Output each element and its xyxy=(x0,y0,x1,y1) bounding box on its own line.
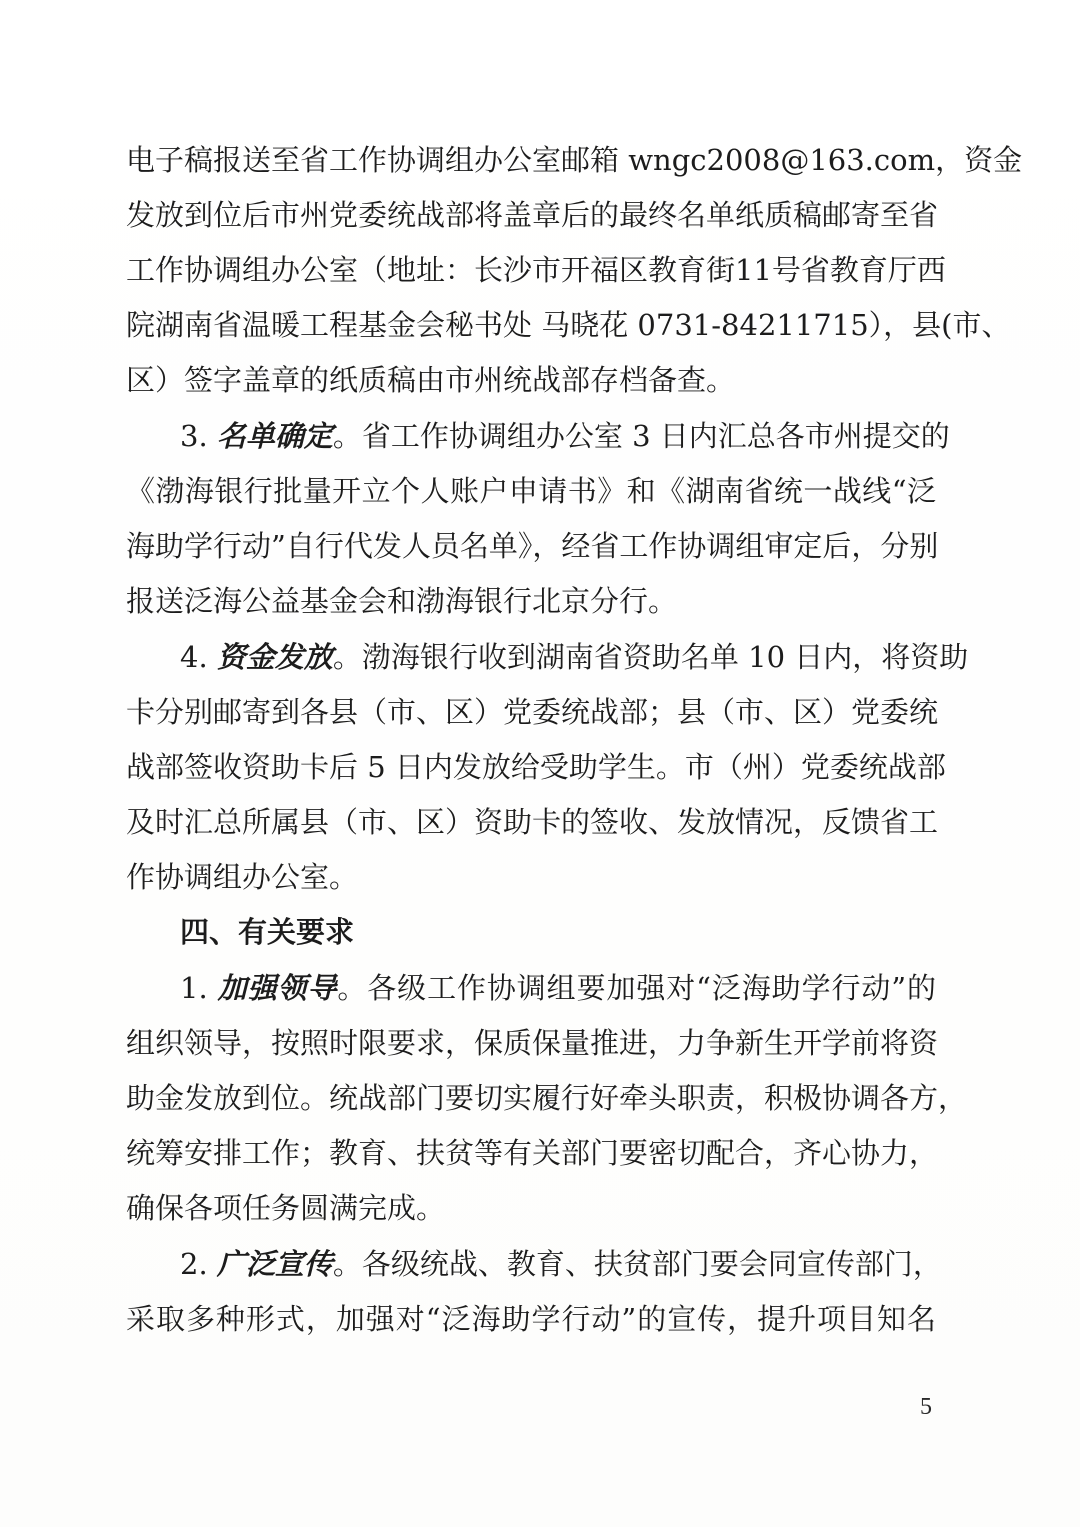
body-line: 电子稿报送至省工作协调组办公室邮箱 wngc2008@163.com，资金 xyxy=(126,143,1023,177)
requirement-1-line: 组织领导，按照时限要求，保质保量推进，力争新生开学前将资 xyxy=(126,1026,939,1060)
requirement-2-number: 2. xyxy=(180,1247,217,1281)
section-heading: 四、有关要求 xyxy=(180,915,355,949)
item-4-line: 及时汇总所属县（市、区）资助卡的签收、发放情况，反馈省工 xyxy=(126,805,939,839)
requirement-1-number: 1. xyxy=(180,971,218,1005)
body-line: 发放到位后市州党委统战部将盖章后的最终名单纸质稿邮寄至省 xyxy=(126,198,939,232)
item-4-number: 4. xyxy=(180,640,217,674)
item-3-line: 海助学行动”自行代发人员名单》，经省工作协调组审定后，分别 xyxy=(126,529,939,563)
requirement-2-line: 采取多种形式，加强对“泛海助学行动”的宣传，提升项目知名 xyxy=(126,1302,936,1336)
requirement-2-first-text: 。各级统战、教育、扶贫部门要会同宣传部门， xyxy=(332,1247,942,1281)
item-3-line: 报送泛海公益基金会和渤海银行北京分行。 xyxy=(126,584,678,618)
item-4-first-text: 。渤海银行收到湖南省资助名单 10 日内，将资助 xyxy=(332,640,969,674)
body-line: 区）签字盖章的纸质稿由市州统战部存档备查。 xyxy=(126,363,736,397)
item-3-line: 《渤海银行批量开立个人账户申请书》和《湖南省统一战线“泛 xyxy=(126,474,936,508)
item-3-first-line xyxy=(180,416,950,456)
item-4-first-line xyxy=(180,637,969,677)
item-3-first-text: 。省工作协调组办公室 3 日内汇总各市州提交的 xyxy=(332,419,950,453)
item-4-line: 战部签收资助卡后 5 日内发放给受助学生。市（州）党委统战部 xyxy=(126,750,946,784)
item-4-lead: 资金发放 xyxy=(216,640,333,674)
item-3-lead: 名单确定 xyxy=(216,419,333,453)
item-4-line: 卡分别邮寄到各县（市、区）党委统战部；县（市、区）党委统 xyxy=(126,695,939,729)
item-4-line: 作协调组办公室。 xyxy=(126,860,359,894)
page-number: 5 xyxy=(920,1394,932,1420)
requirement-1-line: 统筹安排工作；教育、扶贫等有关部门要密切配合，齐心协力， xyxy=(126,1136,939,1170)
requirement-1-first-line xyxy=(180,968,936,1008)
requirement-1-line: 确保各项任务圆满完成。 xyxy=(126,1191,446,1225)
body-line: 工作协调组办公室（地址：长沙市开福区教育街11号省教育厅西 xyxy=(126,253,946,287)
requirement-1-first-text: 。各级工作协调组要加强对“泛海助学行动”的 xyxy=(337,971,936,1005)
requirement-1-lead: 加强领导 xyxy=(217,971,338,1005)
requirement-1-line: 助金发放到位。统战部门要切实履行好牵头职责，积极协调各方， xyxy=(126,1081,968,1115)
item-3-number: 3. xyxy=(180,419,217,453)
requirement-2-lead: 广泛宣传 xyxy=(216,1247,333,1281)
body-line: 院湖南省温暖工程基金会秘书处 马晓花 0731-84211715），县(市、 xyxy=(126,308,1011,342)
requirement-2-first-line xyxy=(180,1244,942,1284)
